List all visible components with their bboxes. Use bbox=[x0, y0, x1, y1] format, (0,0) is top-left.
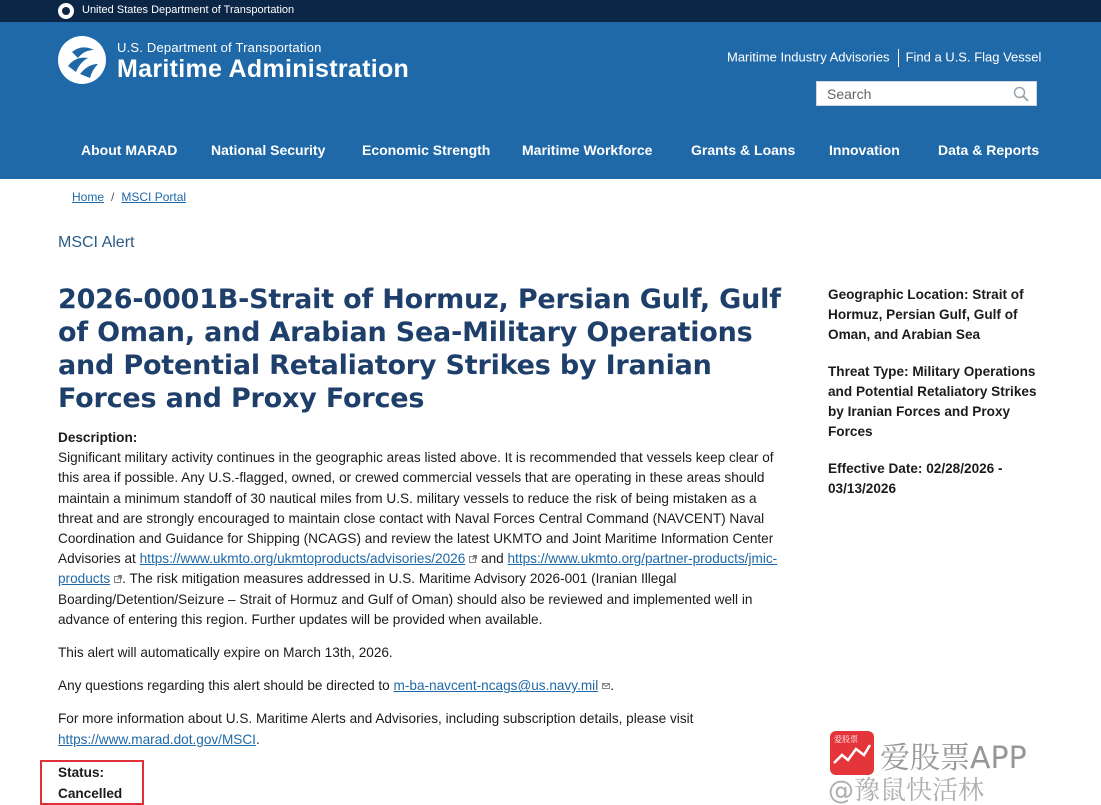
breadcrumb-separator: / bbox=[111, 190, 115, 204]
watermark-badge-icon bbox=[830, 731, 874, 775]
status-label: Status: bbox=[58, 765, 105, 780]
maritime-industry-advisories-link[interactable]: Maritime Industry Advisories bbox=[727, 49, 890, 65]
description-text-1: Significant military activity continues in the geographic areas listed above. It is recommended that vessels keep clear of this area if possible. Any U.S.-flagged, owned, or crewed commercial vessels that are operating in these areas should maintain a minimum standoff of 30 nautical miles from U.S. military vessels to reduce the risk of being mistaken as a threat and are strongly encouraged to maintain close contact with Naval Forces Central Command (NAVCENT) Naval Coordination and Guidance for Shipping (NCAGS) and review the latest UKMTO and Joint Maritime Information Center Advisories at bbox=[58, 450, 774, 567]
marad-msci-link[interactable]: https://www.marad.dot.gov/MSCI bbox=[58, 731, 256, 747]
alert-sidebar bbox=[828, 285, 1056, 516]
gov-banner bbox=[0, 0, 1101, 22]
marad-logo-icon[interactable] bbox=[58, 36, 106, 84]
nav-economic-strength[interactable]: Economic Strength bbox=[362, 142, 491, 158]
nav-grants-loans[interactable]: Grants & Loans bbox=[691, 142, 796, 158]
geographic-location: Geographic Location: Strait of Hormuz, Persian Gulf, Gulf of Oman, and Arabian Sea bbox=[828, 287, 1024, 342]
questions-end: . bbox=[610, 678, 615, 694]
nav-maritime-workforce[interactable]: Maritime Workforce bbox=[522, 142, 653, 158]
logo-department[interactable]: U.S. Department of Transportation bbox=[117, 40, 322, 55]
search-box bbox=[816, 81, 1037, 106]
page-title: 2026-0001B-Strait of Hormuz, Persian Gulf, Gulf of Oman, and Arabian Sea-Military Operations and Potential Retaliatory Strikes by Iranian Forces and Proxy Forces bbox=[58, 284, 781, 414]
description-text-2: . The risk mitigation measures addressed in U.S. Maritime Advisory 2026-001 (Iranian Illegal Boarding/Detention/Seizure – Strait of Hormuz and Gulf of Oman) should also be reviewed and implemented well in advance of entering this region. Further updates will be provided when available. bbox=[58, 571, 753, 627]
questions-paragraph bbox=[58, 676, 790, 696]
threat-type: Threat Type: Military Operations and Potential Retaliatory Strikes by Iranian Forces and Proxy Forces bbox=[828, 364, 1037, 439]
search-icon[interactable] bbox=[1013, 86, 1029, 102]
nav-about-marad[interactable]: About MARAD bbox=[81, 142, 178, 158]
nav-national-security[interactable]: National Security bbox=[211, 142, 326, 158]
status-value: Cancelled bbox=[58, 786, 123, 801]
logo-agency-name[interactable]: Maritime Administration bbox=[117, 55, 410, 83]
search-input[interactable] bbox=[817, 82, 1007, 105]
find-flag-vessel-link[interactable]: Find a U.S. Flag Vessel bbox=[905, 49, 1042, 65]
watermark-handle: @豫鼠快活林 bbox=[828, 776, 985, 805]
expire-paragraph: This alert will automatically expire on March 13th, 2026. bbox=[58, 645, 393, 661]
jmic-products-link[interactable]: https://www.ukmto.org/partner-products/jmic-products bbox=[58, 551, 778, 587]
nav-innovation[interactable]: Innovation bbox=[829, 142, 900, 158]
utility-divider bbox=[898, 49, 899, 67]
main-nav bbox=[0, 142, 1101, 168]
breadcrumb-msci-portal-link[interactable]: MSCI Portal bbox=[121, 190, 187, 204]
site-header bbox=[0, 22, 1101, 179]
external-link-icon bbox=[114, 575, 122, 583]
breadcrumb-home-link[interactable]: Home bbox=[72, 190, 105, 204]
watermark-text: 爱股票APP bbox=[880, 741, 1027, 776]
ukmto-advisories-link[interactable]: https://www.ukmto.org/ukmtoproducts/advisories/2026 bbox=[139, 551, 466, 567]
description-label: Description: bbox=[58, 430, 138, 445]
watermark-badge-text: 爱股票 bbox=[834, 735, 858, 744]
more-info-paragraph bbox=[58, 709, 790, 749]
gov-banner-text: United States Department of Transportation bbox=[82, 4, 295, 16]
description-paragraph bbox=[58, 448, 790, 630]
navcent-email-link[interactable]: m-ba-navcent-ncags@us.navy.mil bbox=[393, 678, 599, 694]
and-text: and bbox=[477, 551, 508, 567]
alert-body bbox=[58, 428, 790, 763]
questions-text: Any questions regarding this alert should be directed to bbox=[58, 678, 394, 694]
dot-seal-icon bbox=[58, 3, 74, 19]
more-info-text: For more information about U.S. Maritime Alerts and Advisories, including subscription details, please visit bbox=[58, 711, 694, 727]
section-label: MSCI Alert bbox=[58, 234, 135, 251]
more-info-end: . bbox=[255, 731, 260, 747]
breadcrumb bbox=[72, 190, 186, 204]
utility-links bbox=[727, 49, 1041, 67]
effective-date: Effective Date: 02/28/2026 - 03/13/2026 bbox=[828, 461, 1003, 496]
nav-data-reports[interactable]: Data & Reports bbox=[938, 142, 1040, 158]
